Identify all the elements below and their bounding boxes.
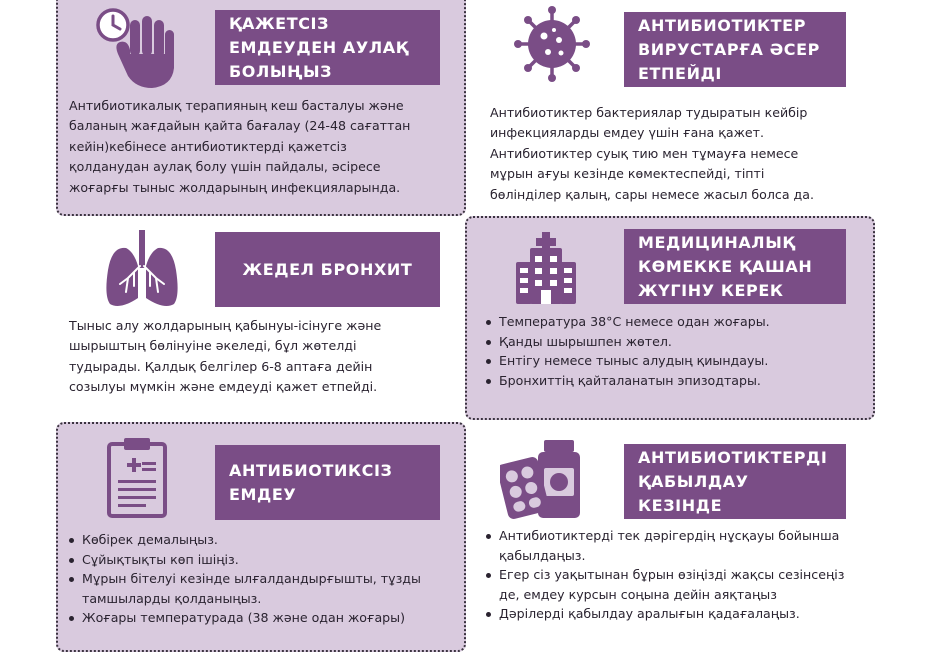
text-avoid-treatment: Антибиотикалық терапияның кеш басталуы және баланың жағдайын қайта бағалау (24-48 сағаттан кейін)кебінесе антибиотиктерді қажетсіз қолданудан аулақ болу үшін пайдалы, әсіресе жоғарғы тыныс жолдарының инфекцияларында.: [69, 98, 411, 195]
clipboard-icon: [106, 436, 168, 518]
title-antibiotics-viruses: АНТИБИОТИКТЕР ВИРУСТАРҒА ӘСЕР ЕТПЕЙДІ: [624, 12, 846, 87]
list-no-antibiotics: [66, 530, 462, 628]
list-taking-antibiotics: [483, 526, 893, 624]
list-medical-help: [483, 312, 869, 390]
title-acute-bronchitis: ЖЕДЕЛ БРОНХИТ: [215, 232, 440, 307]
pills-bottle-icon: [500, 438, 592, 520]
list-item: Мұрын бітелуі кезінде ылғалдандырғышты, тұзды тамшыларды қолданыңыз.: [66, 569, 462, 608]
list-item: Антибиотиктерді тек дәрігердің нұсқауы бойынша қабылдаңыз.: [483, 526, 893, 565]
title-medical-help: МЕДИЦИНАЛЫҚ КӨМЕККЕ ҚАШАН ЖҮГІНУ КЕРЕК: [624, 229, 846, 304]
list-item: Дәрілерді қабылдау аралығын қадағалаңыз.: [483, 604, 893, 624]
list-item: Егер сіз уақытынан бұрын өзіңізді жақсы сезінсеңіз де, емдеу курсын соңына дейін аяқтаңыз: [483, 565, 893, 604]
list-item: Ентігу немесе тыныс алудың қиындауы.: [483, 351, 869, 371]
title-avoid-treatment: ҚАЖЕТСІЗ ЕМДЕУДЕН АУЛАҚ БОЛЫҢЫЗ: [215, 10, 440, 85]
virus-icon: [514, 6, 590, 82]
hand-clock-icon: [94, 6, 184, 92]
list-item: Бронхиттің қайталанатын эпизодтары.: [483, 371, 869, 391]
text-antibiotics-viruses: Антибиотиктер бактериялар тудыратын кейбір инфекцияларды емдеу үшін ғана қажет. Антибиотиктер суық тию мен тұмауға немесе мұрын ағуы кезінде көмектеспейді, тіпті бөлінділер қалың, сары немесе жасыл болса да.: [490, 105, 814, 202]
title-no-antibiotics: АНТИБИОТИКСІЗ ЕМДЕУ: [215, 445, 440, 520]
list-item: Қанды шырышпен жөтел.: [483, 332, 869, 352]
list-item: Сұйықтықты көп ішіңіз.: [66, 550, 462, 570]
lungs-icon: [104, 230, 180, 310]
hospital-icon: [514, 230, 578, 304]
title-taking-antibiotics: АНТИБИОТИКТЕРДІ ҚАБЫЛДАУ КЕЗІНДЕ: [624, 444, 846, 519]
list-item: Жоғары температурада (38 және одан жоғары): [66, 608, 462, 628]
list-item: Көбірек демалыңыз.: [66, 530, 462, 550]
list-item: Температура 38°С немесе одан жоғары.: [483, 312, 869, 332]
text-acute-bronchitis: Тыныс алу жолдарының қабынуы-ісінуге және шырыштың бөлінуіне әкеледі, бұл жөтелді тудырады. Қалдық белгілер 6-8 аптаға дейін созылуы мүмкін және емдеуді қажет етпейді.: [69, 318, 382, 395]
